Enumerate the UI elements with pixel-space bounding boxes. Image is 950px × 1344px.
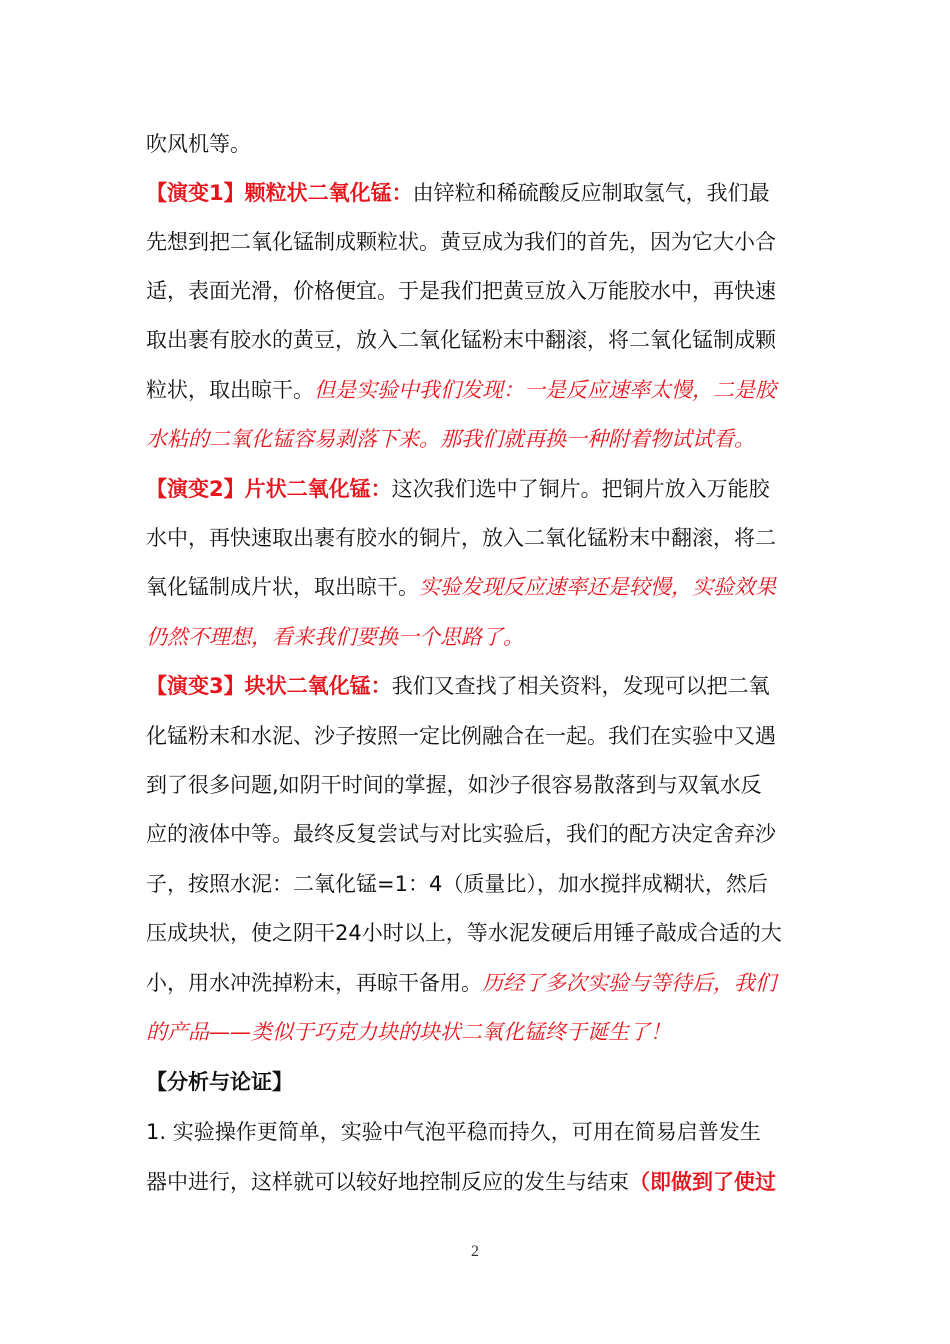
body-text: 器中进行，这样就可以较好地控制反应的发生与结束 [146,1170,629,1194]
section-heading: 【分析与论证】 [146,1070,293,1094]
emphasis-text: 水粘的二氧化锰容易剥落下来。那我们就再换一种附着物试试看。 [146,427,755,451]
heading-text: 【演变3】块状二氧化锰： [146,674,392,698]
text-line [146,222,811,262]
text-line [146,173,811,213]
body-text: 应的液体中等。最终反复尝试与对比实验后，我们的配方决定舍弃沙 [146,822,776,846]
body-text: 吹风机等。 [146,132,251,156]
text-line [146,518,811,558]
text-line [146,320,811,360]
text-line [146,814,811,854]
text-line [146,617,811,657]
text-line [146,567,811,607]
body-text: 取出裹有胶水的黄豆，放入二氧化锰粉末中翻滚，将二氧化锰制成颗 [146,328,776,352]
emphasis-text: 的产品——类似于巧克力块的块状二氧化锰终于诞生了！ [146,1020,671,1044]
text-line [146,370,811,410]
text-line [146,469,811,509]
text-line [146,765,811,805]
text-line [146,271,811,311]
body-text: 到了很多问题,如阴干时间的掌握，如沙子很容易散落到与双氧水反 [146,773,762,797]
text-line [146,913,811,953]
emphasis-text: 仍然不理想，看来我们要换一个思路了。 [146,625,524,649]
text-line [146,864,811,904]
body-text: 水中，再快速取出裹有胶水的铜片，放入二氧化锰粉末中翻滚，将二 [146,526,776,550]
text-line [146,124,811,164]
text-line [146,716,811,756]
emphasis-text: 历经了多次实验与等待后，我们 [482,971,776,995]
body-text: 先想到把二氧化锰制成颗粒状。黄豆成为我们的首先，因为它大小合 [146,230,776,254]
body-text: 由锌粒和稀硫酸反应制取氢气，我们最 [412,181,770,205]
body-text: 适，表面光滑，价格便宜。于是我们把黄豆放入万能胶水中，再快速 [146,279,776,303]
text-line [146,1012,811,1052]
body-text: 压成块状，使之阴干24小时以上，等水泥发硬后用锤子敲成合适的大 [146,921,782,945]
heading-text: 【演变2】片状二氧化锰： [146,477,392,501]
text-line [146,1062,811,1102]
body-text: 子，按照水泥：二氧化锰=1：4（质量比），加水搅拌成糊状，然后 [146,872,768,896]
body-text: 粒状，取出晾干。 [146,378,314,402]
text-line [146,1162,811,1202]
emphasis-text: 但是实验中我们发现：一是反应速率太慢，二是胶 [314,378,776,402]
heading-text: （即做到了使过 [629,1170,776,1194]
body-text: 1. 实验操作更简单，实验中气泡平稳而持久，可用在简易启普发生 [146,1120,761,1144]
emphasis-text: 实验发现反应速率还是较慢，实验效果 [419,575,776,599]
body-text: 小，用水冲洗掉粉末，再晾干备用。 [146,971,482,995]
heading-text: 【演变1】颗粒状二氧化锰： [146,181,413,205]
body-text: 化锰粉末和水泥、沙子按照一定比例融合在一起。我们在实验中又遇 [146,724,776,748]
body-text: 我们又查找了相关资料，发现可以把二氧 [391,674,770,698]
body-text: 氧化锰制成片状，取出晾干。 [146,575,419,599]
text-line [146,419,811,459]
text-line [146,963,811,1003]
body-text: 这次我们选中了铜片。把铜片放入万能胶 [391,477,770,501]
text-line [146,1112,811,1152]
text-line [146,666,811,706]
page-number: 2 [471,1243,479,1260]
